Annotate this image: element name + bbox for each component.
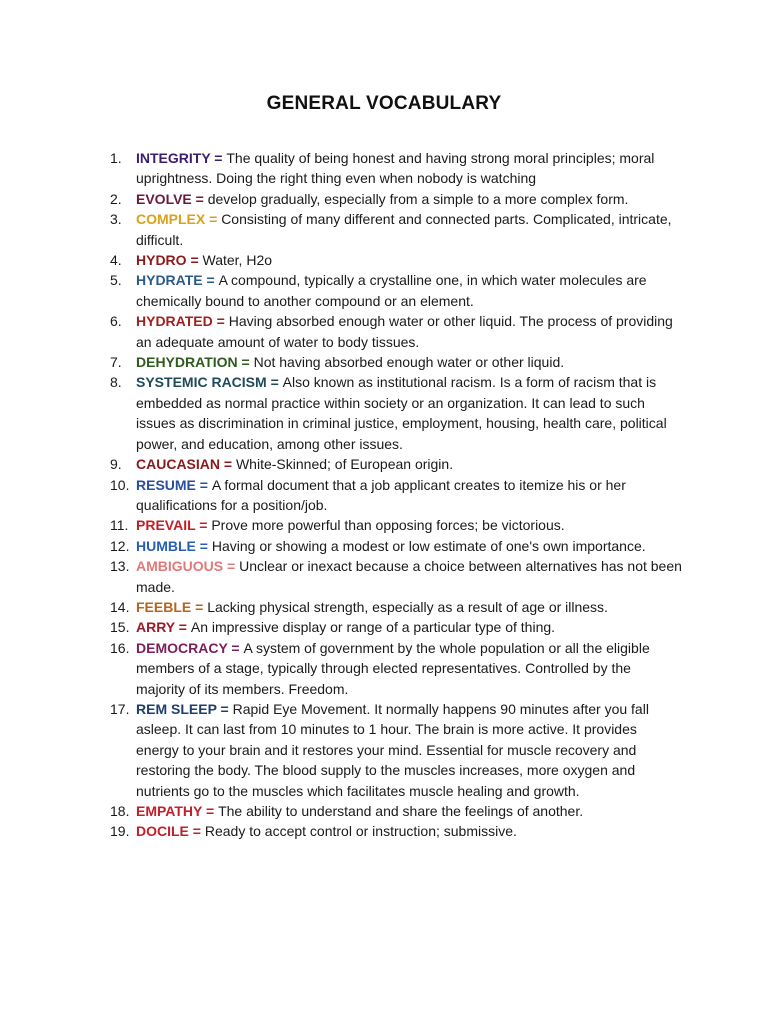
vocab-item [0,638,768,699]
item-number: 3. [110,211,122,228]
vocab-definition: White-Skinned; of European origin. [235,456,454,473]
vocab-definition: Not having absorbed enough water or other liquid. [253,354,565,371]
vocab-definition: The ability to understand and share the feelings of another. [218,803,584,819]
item-number: 5. [110,272,122,289]
vocab-term: DEMOCRACY = [136,639,244,656]
vocab-term: REM SLEEP = [136,700,233,717]
vocab-definition: The quality of being honest and having strong moral principles; moral uprightness. Doing the right thing even when nobody is watching [136,150,655,187]
vocab-term: HUMBLE = [136,537,212,554]
vocab-item [0,189,768,209]
vocab-definition: Rapid Eye Movement. It normally happens 90 minutes after you fall asleep. It can last from 10 minutes to 1 hour. The brain is more active. It provides energy to your brain and it restores your mind. Essential for muscle recovery and restoring the body. The blood supply to the muscles increases, more oxygen and nutrients go to the muscles which facilitates muscle healing and growth. [136,700,649,799]
vocab-definition: Lacking physical strength, especially as a result of age or illness. [207,598,608,615]
vocab-item [0,597,768,617]
item-number: 14. [110,598,130,615]
vocab-definition: develop gradually, especially from a simple to a more complex form. [207,190,629,207]
vocab-item [0,536,768,556]
vocab-item [0,270,768,311]
vocab-item [0,821,768,841]
item-number: 2. [110,190,122,207]
vocab-definition: Having absorbed enough water or other liquid. The process of providing an adequate amount of water to body tissues. [136,313,673,350]
vocab-definition: A system of government by the whole population or all the eligible members of a stage, typically through elected representatives. Controlled by the majority of its members. Freedom. [136,639,650,697]
vocab-item [0,209,768,250]
vocab-term: AMBIGUOUS = [136,558,240,575]
vocab-term: DOCILE = [136,823,205,840]
vocab-definition: An impressive display or range of a particular type of thing. [190,619,556,636]
vocab-item [0,556,768,597]
vocab-term: CAUCASIAN = [136,456,236,473]
vocab-definition: A compound, typically a crystalline one, in which water molecules are chemically bound to another compound or an element. [136,272,647,309]
vocab-term: EVOLVE = [136,190,208,207]
vocab-item [0,617,768,637]
vocab-definition: Ready to accept control or instruction; submissive. [204,823,517,840]
vocab-definition: Consisting of many different and connected parts. Complicated, intricate, difficult. [136,211,672,248]
vocab-item [0,454,768,474]
vocab-term: SYSTEMIC RACISM = [136,374,283,391]
vocab-term: HYDRATE = [136,272,219,289]
vocab-item [0,352,768,372]
item-number: 4. [110,252,122,269]
vocab-item [0,699,768,801]
item-number: 18. [110,803,130,819]
vocab-term: DEHYDRATION = [136,354,254,371]
item-number: 10. [110,476,130,493]
vocab-term: RESUME = [136,476,212,493]
vocab-definition: Prove more powerful than opposing forces; be victorious. [211,517,565,534]
vocab-item [0,475,768,516]
item-number: 12. [110,537,130,554]
vocab-term: INTEGRITY = [136,150,227,166]
vocab-term: PREVAIL = [136,517,212,534]
vocab-item [0,311,768,352]
vocab-item [0,515,768,535]
item-number: 17. [110,700,130,717]
vocab-term: HYDRO = [136,252,203,269]
vocab-definition: Water, H2o [202,252,273,269]
vocab-term: ARRY = [136,619,191,636]
item-number: 7. [110,354,122,371]
vocab-term: FEEBLE = [136,598,208,615]
item-number: 9. [110,456,122,473]
item-number: 6. [110,313,122,330]
vocab-item [0,148,768,189]
vocab-definition: Having or showing a modest or low estimate of one's own importance. [211,537,646,554]
page-title: GENERAL VOCABULARY [266,93,502,114]
vocab-term: HYDRATED = [136,313,229,330]
vocab-definition: Also known as institutional racism. Is a form of racism that is embedded as normal practice within society or an organization. It can lead to such issues as discrimination in criminal justice, employment, housing, health care, political power, and education, among other issues. [136,374,667,452]
vocab-item [0,250,768,270]
vocabulary-list [0,148,768,842]
vocab-term: COMPLEX = [136,211,222,228]
item-number: 11. [110,517,129,534]
item-number: 1. [110,150,122,166]
item-number: 13. [110,558,130,575]
item-number: 8. [110,374,122,391]
vocab-item [0,801,768,821]
item-number: 19. [110,823,130,840]
item-number: 15. [110,619,130,636]
vocab-term: EMPATHY = [136,803,219,819]
vocab-definition: Unclear or inexact because a choice between alternatives has not been made. [136,558,682,595]
item-number: 16. [110,639,130,656]
vocab-item [0,372,768,454]
vocab-definition: A formal document that a job applicant creates to itemize his or her qualifications for a position/job. [136,476,626,513]
